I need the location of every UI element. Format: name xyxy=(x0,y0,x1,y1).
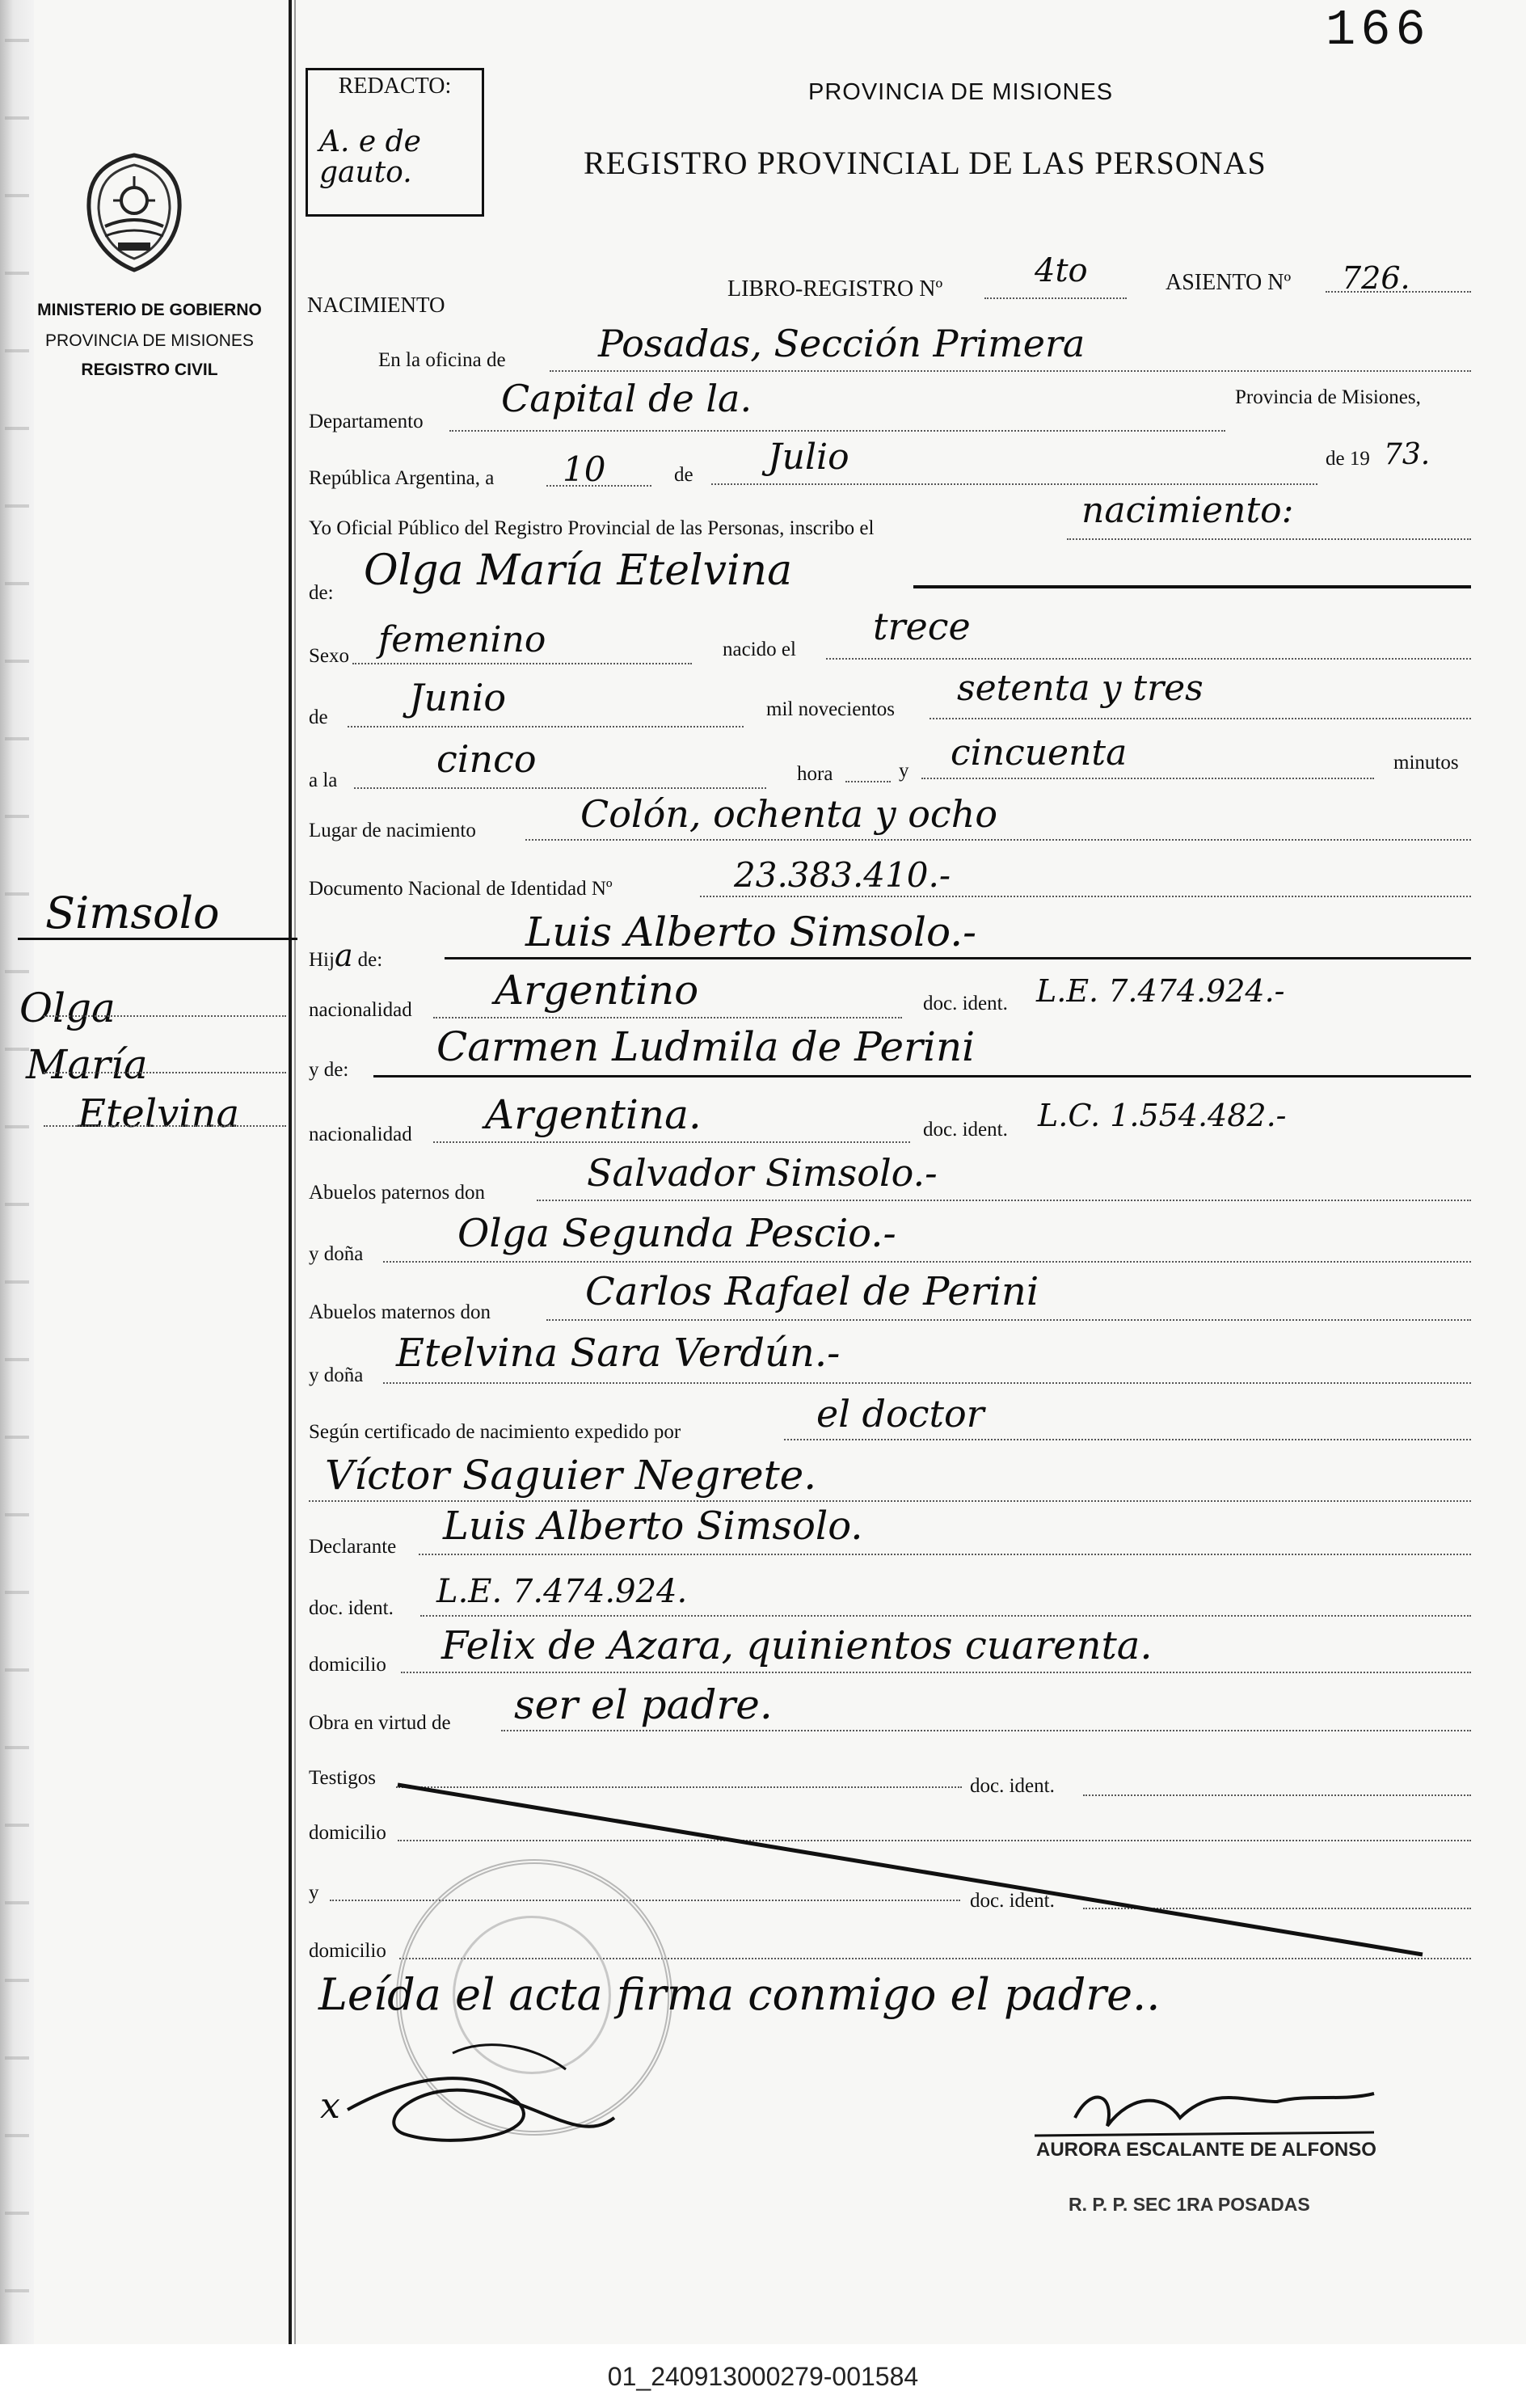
and-label: y de: xyxy=(309,1059,349,1081)
minutos-label: minutos xyxy=(1393,752,1459,774)
department-label: Departamento xyxy=(309,411,424,432)
born-year-value: setenta y tres xyxy=(957,668,1204,709)
at-label: a la xyxy=(309,770,338,791)
father-nat-value: Argentino xyxy=(495,967,699,1014)
acts-label: Obra en virtud de xyxy=(309,1712,451,1734)
book-value: 4to xyxy=(1035,252,1088,289)
day-value: 10 xyxy=(563,449,606,489)
republic-label: República Argentina, a xyxy=(309,467,495,489)
witness-y-label: y xyxy=(309,1882,319,1904)
father-value: Luis Alberto Simsolo.- xyxy=(525,909,977,955)
year-value: 73. xyxy=(1384,438,1431,471)
declarant-doc-value: L.E. 7.474.924. xyxy=(436,1573,688,1610)
child-of-label-b: a xyxy=(334,938,353,973)
ministry-line-2: PROVINCIA DE MISIONES xyxy=(45,331,254,350)
declarant-doc-label: doc. ident. xyxy=(309,1597,394,1619)
signature-name-stamp: AURORA ESCALANTE DE ALFONSO xyxy=(1036,2139,1376,2161)
witness-doc2-label: doc. ident. xyxy=(970,1890,1055,1912)
page-number: 166 xyxy=(1326,2,1431,59)
witness-domicile2-label: domicilio xyxy=(309,1940,386,1962)
entry-value: 726. xyxy=(1342,260,1410,296)
mgf-label: Abuelos maternos don xyxy=(309,1301,491,1323)
declarant-label: Declarante xyxy=(309,1536,397,1558)
de-label: de xyxy=(674,464,693,486)
redacto-label: REDACTO: xyxy=(338,74,452,99)
born-value: trece xyxy=(873,605,971,648)
pgf-label: Abuelos paternos don xyxy=(309,1182,486,1204)
redacto-value: A. e de gauto. xyxy=(319,125,421,189)
hour-value: cinco xyxy=(436,737,537,781)
witness-doc-label: doc. ident. xyxy=(970,1775,1055,1797)
sidebar-given-1: Olga xyxy=(19,985,116,1031)
domicile-label: domicilio xyxy=(309,1654,386,1676)
child-of-label-c: de: xyxy=(357,949,383,971)
witnesses-label: Testigos xyxy=(309,1767,376,1789)
father-nat-label: nacionalidad xyxy=(309,999,412,1021)
cert-value-2: Víctor Saguier Negrete. xyxy=(325,1452,817,1499)
sidebar-given-3: Etelvina xyxy=(78,1091,240,1137)
book-label: LIBRO-REGISTRO Nº xyxy=(727,276,943,302)
department-value: Capital de la. xyxy=(501,377,752,420)
pgm-value: Olga Segunda Pescio.- xyxy=(457,1211,896,1256)
office-label: En la oficina de xyxy=(378,349,506,371)
mother-nat-value: Argentina. xyxy=(485,1091,702,1138)
office-value: Posadas, Sección Primera xyxy=(598,322,1085,365)
sidebar-given-2: María xyxy=(26,1041,148,1088)
thousand-label: mil novecientos xyxy=(766,698,895,720)
mother-value: Carmen Ludmila de Perini xyxy=(436,1023,976,1070)
sidebar-surname: Simsolo xyxy=(45,888,220,938)
minutes-value: cincuenta xyxy=(951,732,1128,774)
hora-label: hora xyxy=(797,763,833,785)
dni-value: 23.383.410.- xyxy=(734,855,951,895)
year-label: de 19 xyxy=(1326,448,1370,470)
ministry-line-3: REGISTRO CIVIL xyxy=(81,361,218,379)
father-doc-label: doc. ident. xyxy=(923,993,1008,1014)
cert-label: Según certificado de nacimiento expedido por xyxy=(309,1421,681,1443)
declarant-value: Luis Alberto Simsolo. xyxy=(443,1503,863,1549)
signature-role-stamp: R. P. P. SEC 1RA POSADAS xyxy=(1069,2194,1310,2215)
month-value: Julio xyxy=(768,436,849,478)
pgm-label: y doña xyxy=(309,1243,364,1265)
cert-value: el doctor xyxy=(816,1392,984,1436)
official-value: nacimiento: xyxy=(1081,490,1294,531)
pgf-value: Salvador Simsolo.- xyxy=(587,1151,938,1195)
header-province: PROVINCIA DE MISIONES xyxy=(808,79,1114,105)
mgf-value: Carlos Rafael de Perini xyxy=(585,1269,1039,1314)
birthplace-label: Lugar de nacimiento xyxy=(309,820,476,841)
record-type-label: NACIMIENTO xyxy=(307,293,445,317)
mother-doc-value: L.C. 1.554.482.- xyxy=(1038,1098,1287,1133)
de2-label: de xyxy=(309,706,328,728)
y-label: y xyxy=(899,760,909,782)
dni-label: Documento Nacional de Identidad Nº xyxy=(309,878,613,900)
ministry-line-1: MINISTERIO DE GOBIERNO xyxy=(37,301,262,319)
file-id: 01_240913000279-001584 xyxy=(607,2362,919,2391)
birthplace-value: Colón, ochenta y ocho xyxy=(580,792,998,836)
witness-domicile-label: domicilio xyxy=(309,1822,386,1844)
domicile-value: Felix de Azara, quinientos cuarenta. xyxy=(441,1623,1153,1668)
x-mark: x xyxy=(320,2085,340,2127)
mother-nat-label: nacionalidad xyxy=(309,1124,412,1145)
child-of-label-a: Hij xyxy=(309,949,335,971)
mgm-label: y doña xyxy=(309,1364,364,1386)
born-label: nacido el xyxy=(723,639,796,660)
acts-value: ser el padre. xyxy=(514,1681,773,1728)
father-doc-value: L.E. 7.474.924.- xyxy=(1036,973,1285,1009)
header-registry: REGISTRO PROVINCIAL DE LAS PERSONAS xyxy=(584,145,1267,181)
born-month-value: Junio xyxy=(409,676,507,719)
closing-value: Leída el acta firma conmigo el padre.. xyxy=(318,1969,1161,2020)
of-value: Olga María Etelvina xyxy=(364,546,793,595)
mgm-value: Etelvina Sara Verdún.- xyxy=(396,1331,841,1376)
of-label: de: xyxy=(309,582,334,604)
province-label: Provincia de Misiones, xyxy=(1235,386,1421,408)
official-label: Yo Oficial Público del Registro Provincial de las Personas, inscribo el xyxy=(309,517,875,539)
mother-doc-label: doc. ident. xyxy=(923,1119,1008,1141)
sex-label: Sexo xyxy=(309,645,349,667)
sex-value: femenino xyxy=(378,619,546,660)
entry-label: ASIENTO Nº xyxy=(1166,270,1292,295)
